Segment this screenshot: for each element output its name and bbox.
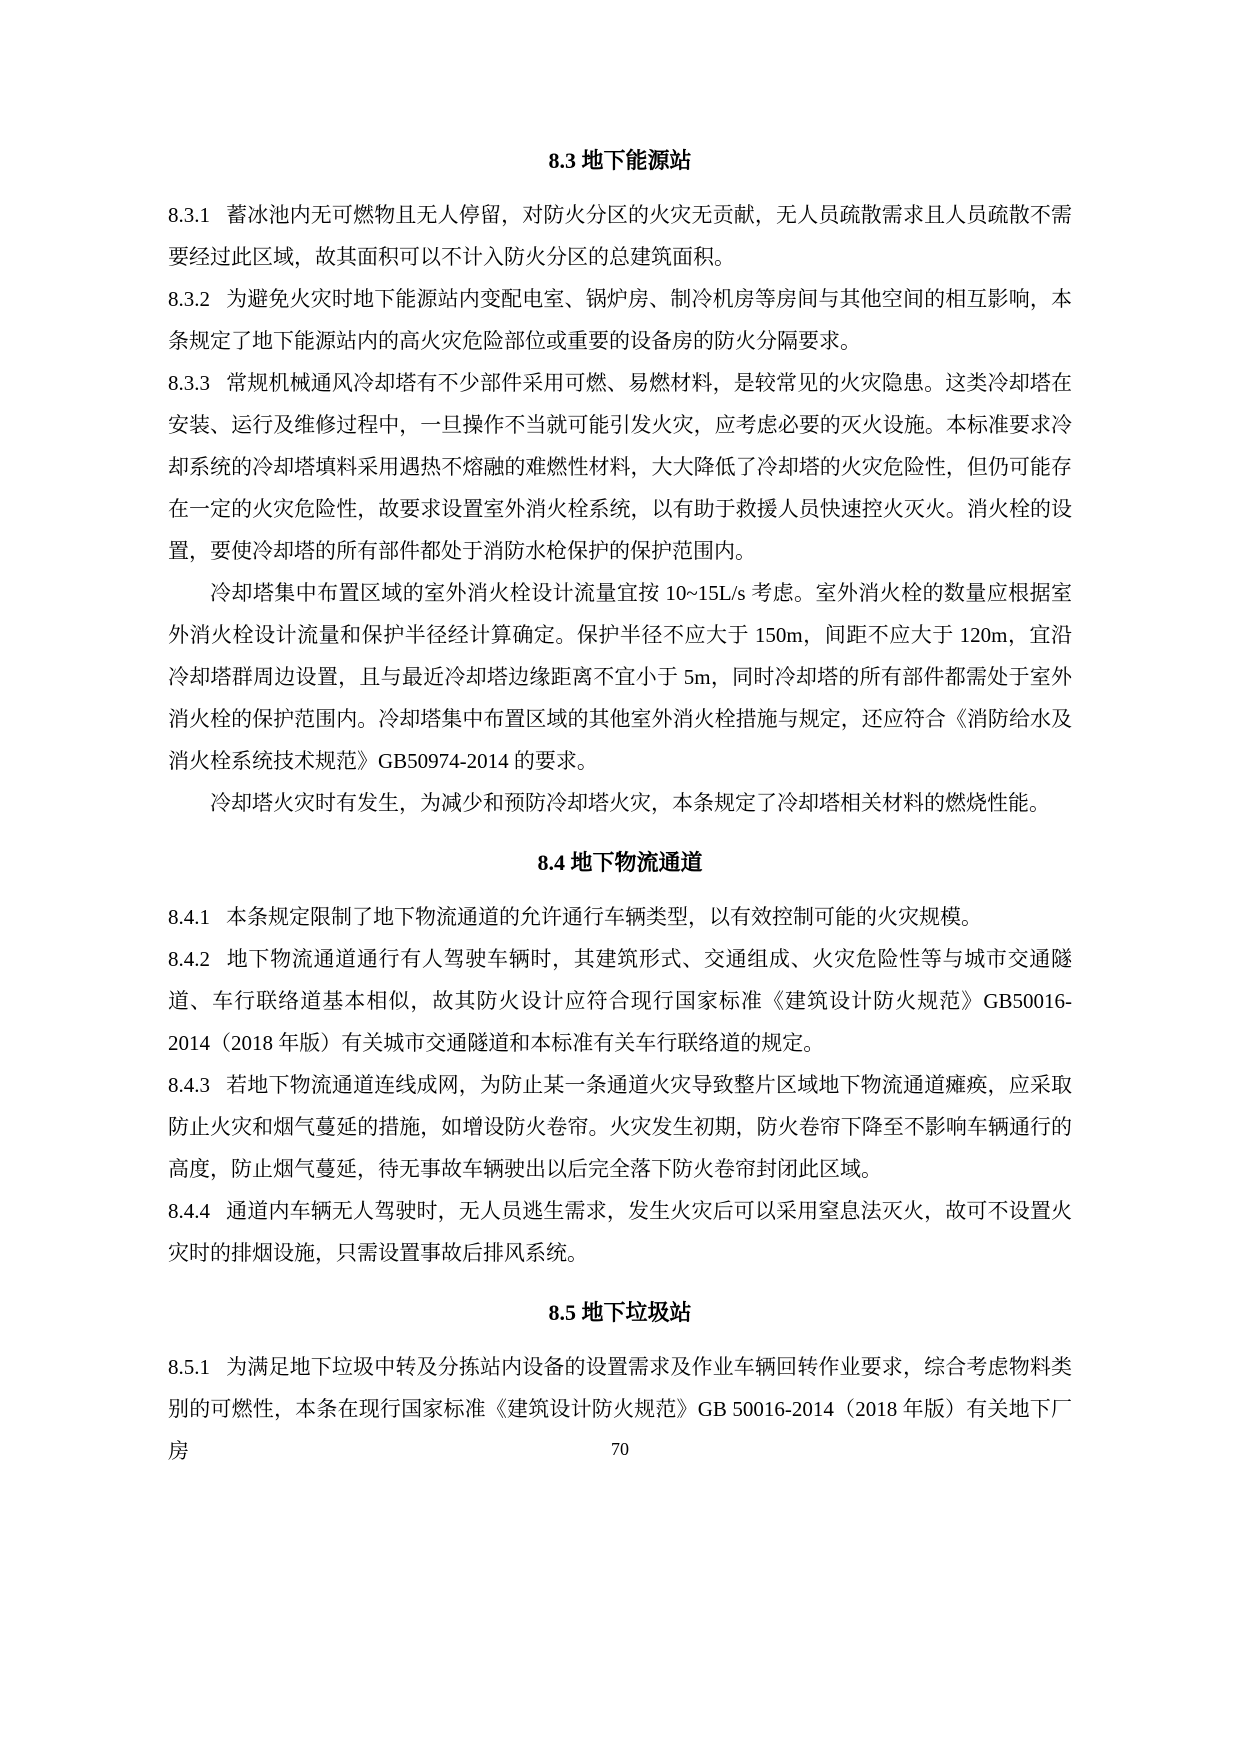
clause-number: 8.5.1 xyxy=(168,1355,210,1379)
clause-text: 常规机械通风冷却塔有不少部件采用可燃、易燃材料，是较常见的火灾隐患。这类冷却塔在安装、运行及维修过程中，一旦操作不当就可能引发火灾，应考虑必要的灭火设施。本标准要求冷却系统的冷却塔填料采用遇热不熔融的难燃性材料，大大降低了冷却塔的火灾危险性，但仍可能存在一定的火灾危险性，故要求设置室外消火栓系统，以有助于救援人员快速控火灭火。消火栓的设置，要使冷却塔的所有部件都处于消防水枪保护的保护范围内。 xyxy=(168,371,1072,563)
section-heading: 8.4 地下物流通道 xyxy=(537,850,703,875)
clause-number: 8.4.3 xyxy=(168,1073,210,1097)
clause-paragraph xyxy=(168,1064,1072,1190)
clause-paragraph xyxy=(168,362,1072,572)
clause-text: 蓄冰池内无可燃物且无人停留，对防火分区的火灾无贡献，无人员疏散需求且人员疏散不需要经过此区域，故其面积可以不计入防火分区的总建筑面积。 xyxy=(168,203,1072,269)
clause-text: 本条规定限制了地下物流通道的允许通行车辆类型，以有效控制可能的火灾规模。 xyxy=(226,905,982,929)
page-number: 70 xyxy=(611,1439,629,1459)
clause-text: 若地下物流通道连线成网，为防止某一条通道火灾导致整片区域地下物流通道瘫痪，应采取防止火灾和烟气蔓延的措施，如增设防火卷帘。火灾发生初期，防火卷帘下降至不影响车辆通行的高度，防止烟气蔓延，待无事故车辆驶出以后完全落下防火卷帘封闭此区域。 xyxy=(168,1073,1072,1181)
clause-text: 地下物流通道通行有人驾驶车辆时，其建筑形式、交通组成、火灾危险性等与城市交通隧道、车行联络道基本相似，故其防火设计应符合现行国家标准《建筑设计防火规范》GB50016-2014（2018 年版）有关城市交通隧道和本标准有关车行联络道的规定。 xyxy=(168,947,1072,1055)
clause-paragraph xyxy=(168,1190,1072,1274)
clause-paragraph xyxy=(168,194,1072,278)
body-paragraph xyxy=(168,782,1072,824)
section-underground-energy-station xyxy=(168,146,1072,824)
clause-text: 为避免火灾时地下能源站内变配电室、锅炉房、制冷机房等房间与其他空间的相互影响，本条规定了地下能源站内的高火灾危险部位或重要的设备房的防火分隔要求。 xyxy=(168,287,1072,353)
clause-text: 通道内车辆无人驾驶时，无人员逃生需求，发生火灾后可以采用窒息法灭火，故可不设置火灾时的排烟设施，只需设置事故后排风系统。 xyxy=(168,1199,1072,1265)
section-heading: 8.3 地下能源站 xyxy=(548,148,692,173)
clause-number: 8.4.4 xyxy=(168,1199,210,1223)
paragraph-text: 冷却塔集中布置区域的室外消火栓设计流量宜按 10~15L/s 考虑。室外消火栓的数量应根据室外消火栓设计流量和保护半径经计算确定。保护半径不应大于 150m，间距不应大于 120m，宜沿冷却塔群周边设置，且与最近冷却塔边缘距离不宜小于 5m，同时冷却塔的所有部件都需处于室外消火栓的保护范围内。冷却塔集中布置区域的其他室外消火栓措施与规定，还应符合《消防给水及消火栓系统技术规范》GB50974-2014 的要求。 xyxy=(168,581,1072,773)
section-heading: 8.5 地下垃圾站 xyxy=(548,1300,692,1325)
clause-paragraph xyxy=(168,938,1072,1064)
clause-number: 8.3.2 xyxy=(168,287,210,311)
clause-paragraph xyxy=(168,896,1072,938)
clause-number: 8.3.3 xyxy=(168,371,210,395)
clause-number: 8.3.1 xyxy=(168,203,210,227)
paragraph-text: 冷却塔火灾时有发生，为减少和预防冷却塔火灾，本条规定了冷却塔相关材料的燃烧性能。 xyxy=(210,791,1050,815)
clause-number: 8.4.2 xyxy=(168,947,210,971)
body-paragraph xyxy=(168,572,1072,782)
clause-text: 为满足地下垃圾中转及分拣站内设备的设置需求及作业车辆回转作业要求，综合考虑物料类别的可燃性，本条在现行国家标准《建筑设计防火规范》GB 50016-2014（2018 年版）有关地下厂房 xyxy=(168,1355,1072,1463)
clause-number: 8.4.1 xyxy=(168,905,210,929)
section-underground-logistics-passage xyxy=(168,848,1072,1274)
clause-paragraph xyxy=(168,278,1072,362)
